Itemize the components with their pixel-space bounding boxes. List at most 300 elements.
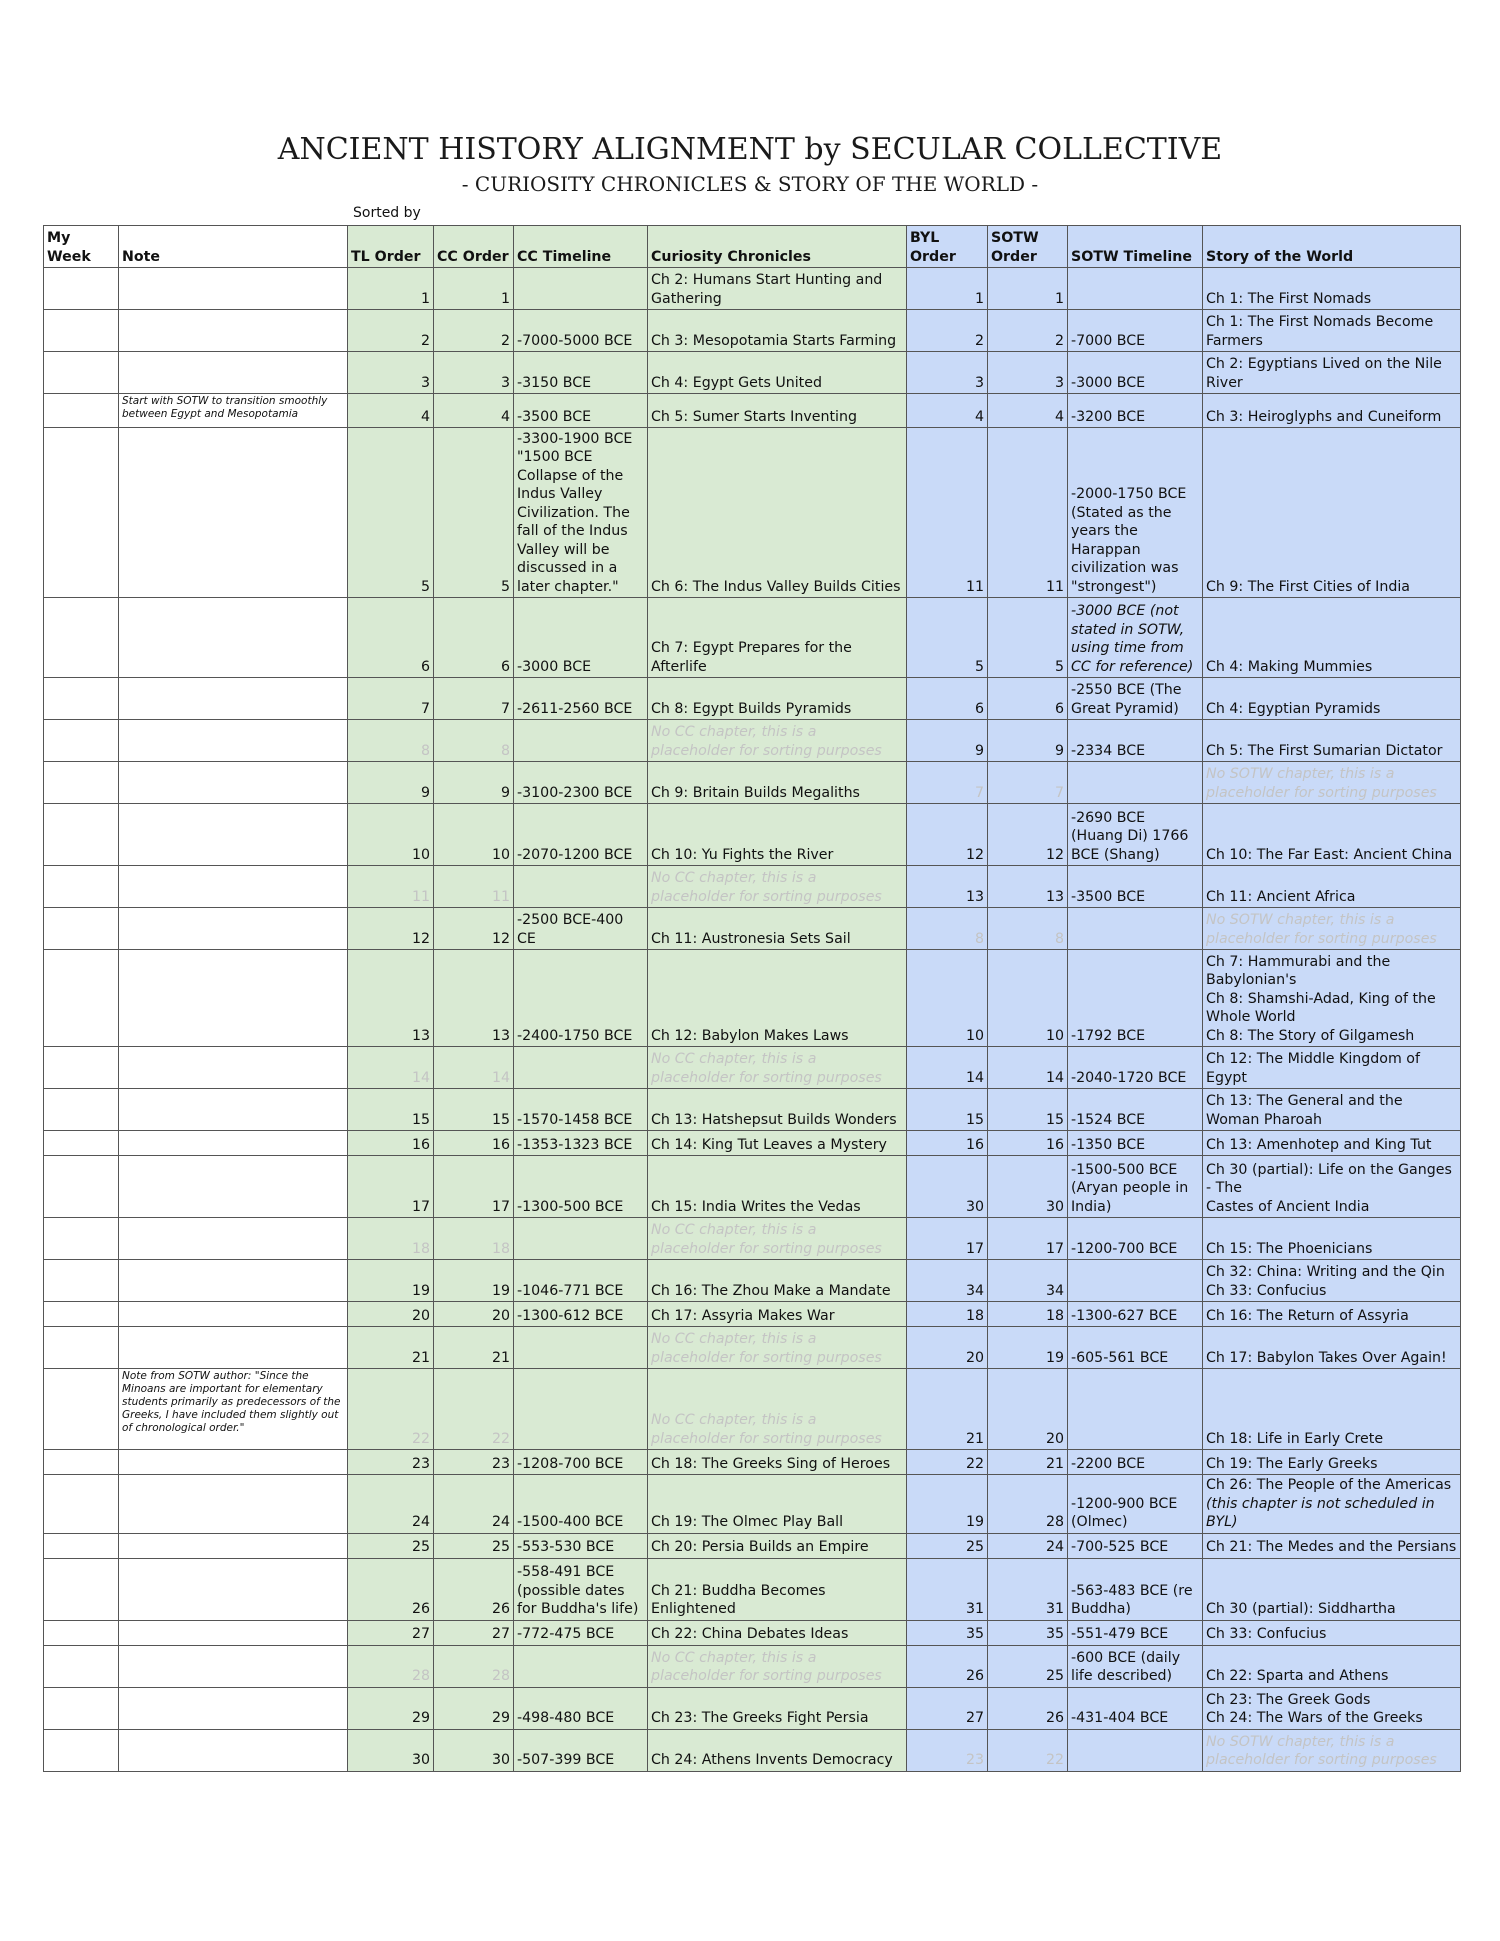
note-cell xyxy=(119,1218,348,1260)
sotw-chapter-cell xyxy=(1203,1089,1461,1131)
cc-timeline-cell xyxy=(514,1450,648,1475)
cc-timeline-cell xyxy=(514,1687,648,1729)
cc-order-cell-text: 25 xyxy=(491,1539,510,1555)
sotw-timeline-cell xyxy=(1068,866,1203,908)
cc-chapter-cell-text: No CC chapter, this is a placeholder for sorting purposes xyxy=(651,1051,882,1086)
cc-order-cell-text: 21 xyxy=(491,1349,510,1366)
week-cell xyxy=(44,950,119,1047)
sotw-timeline-cell-text: -605-561 BCE xyxy=(1071,1349,1169,1366)
alignment-table xyxy=(43,225,1461,1772)
tl-order-cell xyxy=(348,1218,434,1260)
note-cell xyxy=(119,950,348,1047)
cc-timeline-cell xyxy=(514,1533,648,1558)
cc-chapter-cell-text: Ch 13: Hatshepsut Builds Wonders xyxy=(651,1111,897,1128)
sotw-timeline-cell xyxy=(1068,1302,1203,1327)
sotw-order-cell xyxy=(988,428,1068,598)
sotw-chapter-cell xyxy=(1203,1156,1461,1218)
tl-order-cell-text: 9 xyxy=(420,784,430,801)
byl-order-cell-text: 11 xyxy=(965,578,984,595)
note-cell xyxy=(119,428,348,598)
byl-order-cell xyxy=(907,1369,988,1450)
sotw-order-cell xyxy=(988,1450,1068,1475)
sotw-timeline-cell xyxy=(1068,1533,1203,1558)
sotw-order-cell xyxy=(988,1729,1068,1771)
cc-order-cell-text: 4 xyxy=(500,408,510,425)
cc-timeline-cell xyxy=(514,1620,648,1645)
byl-order-cell-text: 26 xyxy=(965,1668,984,1684)
sotw-order-cell-text: 35 xyxy=(1045,1626,1064,1642)
sotw-chapter-cell xyxy=(1203,1450,1461,1475)
cc-order-cell-text: 23 xyxy=(491,1455,510,1472)
week-cell xyxy=(44,804,119,866)
sotw-chapter-cell-text: Ch 10: The Far East: Ancient China xyxy=(1206,846,1453,863)
cc-timeline-cell-text: -2070-1200 BCE xyxy=(517,846,633,863)
tl-order-cell-text: 14 xyxy=(411,1069,430,1086)
table-row xyxy=(44,950,1461,1047)
note-cell xyxy=(119,1533,348,1558)
byl-order-cell xyxy=(907,678,988,720)
cc-timeline-cell xyxy=(514,268,648,310)
cc-order-cell xyxy=(434,1369,514,1450)
tl-order-cell xyxy=(348,678,434,720)
tl-order-cell-text: 16 xyxy=(411,1136,430,1153)
sotw-timeline-cell-text: -2550 BCE (The Great Pyramid) xyxy=(1071,682,1182,717)
cc-chapter-cell xyxy=(648,394,907,428)
sotw-chapter-cell-text: Ch 15: The Phoenicians xyxy=(1206,1240,1373,1257)
note-cell xyxy=(119,762,348,804)
cc-order-cell xyxy=(434,1620,514,1645)
sotw-chapter-cell-text: Ch 19: The Early Greeks xyxy=(1206,1455,1378,1472)
cc-order-cell xyxy=(434,1302,514,1327)
sotw-timeline-cell xyxy=(1068,1450,1203,1475)
table-row xyxy=(44,762,1461,804)
sotw-order-cell-text: 25 xyxy=(1045,1668,1064,1684)
sotw-timeline-cell-text: -1500-500 BCE (Aryan people in India) xyxy=(1071,1161,1189,1215)
sotw-timeline-cell xyxy=(1068,394,1203,428)
byl-order-cell-text: 34 xyxy=(965,1282,984,1299)
cc-chapter-cell xyxy=(648,1369,907,1450)
byl-order-cell xyxy=(907,1558,988,1620)
cc-timeline-cell xyxy=(514,1729,648,1771)
cc-timeline-cell xyxy=(514,394,648,428)
page-title: ANCIENT HISTORY ALIGNMENT by SECULAR COLLECTIVE xyxy=(277,132,1223,167)
sotw-timeline-cell-text: -1300-627 BCE xyxy=(1071,1307,1178,1324)
tl-order-cell-text: 1 xyxy=(420,290,430,307)
byl-order-cell-text: 35 xyxy=(965,1626,984,1642)
sotw-timeline-cell xyxy=(1068,1369,1203,1450)
tl-order-cell xyxy=(348,1302,434,1327)
cc-order-cell xyxy=(434,804,514,866)
sotw-order-cell-text: 20 xyxy=(1045,1430,1064,1447)
cc-order-cell xyxy=(434,598,514,678)
byl-order-cell-text: 19 xyxy=(965,1514,984,1530)
byl-order-cell xyxy=(907,428,988,598)
sotw-chapter-cell-text: Ch 9: The First Cities of India xyxy=(1206,578,1410,595)
sotw-timeline-cell xyxy=(1068,950,1203,1047)
sotw-order-cell xyxy=(988,762,1068,804)
cc-order-cell-text: 28 xyxy=(491,1668,510,1684)
cc-order-cell xyxy=(434,720,514,762)
cc-chapter-cell xyxy=(648,1218,907,1260)
byl-order-cell xyxy=(907,804,988,866)
table-row xyxy=(44,1302,1461,1327)
week-cell xyxy=(44,1475,119,1534)
sotw-chapter-cell-text: Ch 5: The First Sumarian Dictator xyxy=(1206,742,1443,759)
note-cell xyxy=(119,1558,348,1620)
tl-order-cell xyxy=(348,1260,434,1302)
cc-chapter-cell xyxy=(648,1327,907,1369)
sotw-chapter-extra-note: (this chapter is not scheduled in BYL) xyxy=(1206,1495,1435,1530)
note-cell xyxy=(119,1729,348,1771)
cc-order-cell-text: 5 xyxy=(500,578,510,595)
sotw-chapter-cell-text: Ch 30 (partial): Siddhartha xyxy=(1206,1601,1396,1617)
sotw-chapter-cell xyxy=(1203,352,1461,394)
week-cell xyxy=(44,1558,119,1620)
cc-order-cell-text: 17 xyxy=(491,1198,510,1215)
table-row xyxy=(44,1450,1461,1475)
header-story-of-the-world: Story of the World xyxy=(1203,226,1461,268)
sotw-order-cell xyxy=(988,1369,1068,1450)
cc-timeline-cell xyxy=(514,1645,648,1687)
cc-order-cell-text: 15 xyxy=(491,1111,510,1128)
sotw-chapter-cell xyxy=(1203,1687,1461,1729)
sotw-timeline-cell-text: -600 BCE (daily life described) xyxy=(1071,1649,1181,1684)
sotw-order-cell xyxy=(988,310,1068,352)
sotw-timeline-cell-text: -7000 BCE xyxy=(1071,332,1146,349)
cc-order-cell xyxy=(434,1533,514,1558)
cc-order-cell-text: 16 xyxy=(491,1136,510,1153)
tl-order-cell xyxy=(348,1450,434,1475)
cc-chapter-cell xyxy=(648,1620,907,1645)
sotw-order-cell-text: 11 xyxy=(1045,578,1064,595)
byl-order-cell-text: 21 xyxy=(965,1430,984,1447)
sotw-timeline-cell-text: -700-525 BCE xyxy=(1071,1539,1169,1555)
sotw-timeline-cell xyxy=(1068,1645,1203,1687)
note-cell xyxy=(119,1260,348,1302)
sotw-order-cell xyxy=(988,1218,1068,1260)
sotw-timeline-cell xyxy=(1068,720,1203,762)
sotw-order-cell xyxy=(988,1533,1068,1558)
cc-order-cell-text: 11 xyxy=(491,888,510,905)
cc-timeline-cell-text: -772-475 BCE xyxy=(517,1626,615,1642)
sotw-timeline-cell xyxy=(1068,352,1203,394)
cc-chapter-cell-text: Ch 17: Assyria Makes War xyxy=(651,1307,835,1324)
cc-chapter-cell-text: No CC chapter, this is a placeholder for sorting purposes xyxy=(651,1412,882,1447)
sotw-timeline-cell xyxy=(1068,1218,1203,1260)
cc-order-cell-text: 9 xyxy=(500,784,510,801)
tl-order-cell xyxy=(348,1131,434,1156)
tl-order-cell-text: 10 xyxy=(411,846,430,863)
header-byl-order: BYL Order xyxy=(907,226,988,268)
cc-order-cell-text: 1 xyxy=(500,290,510,307)
sotw-timeline-cell-text: -3000 BCE (not stated in SOTW, using time from CC for reference) xyxy=(1071,603,1194,675)
cc-timeline-cell xyxy=(514,1156,648,1218)
cc-order-cell-text: 7 xyxy=(500,700,510,717)
table-row xyxy=(44,394,1461,428)
sotw-chapter-cell xyxy=(1203,1558,1461,1620)
byl-order-cell-text: 8 xyxy=(974,930,984,947)
sotw-timeline-cell-text: -1200-900 BCE (Olmec) xyxy=(1071,1495,1178,1530)
cc-chapter-cell xyxy=(648,1533,907,1558)
byl-order-cell-text: 1 xyxy=(974,290,984,307)
note-cell xyxy=(119,1645,348,1687)
cc-timeline-cell-text: -553-530 BCE xyxy=(517,1539,615,1555)
cc-chapter-cell xyxy=(648,1047,907,1089)
note-cell xyxy=(119,804,348,866)
sotw-chapter-cell-text: Ch 1: The First Nomads xyxy=(1206,290,1372,307)
cc-chapter-cell-text: No CC chapter, this is a placeholder for sorting purposes xyxy=(651,1331,882,1366)
sotw-order-cell xyxy=(988,268,1068,310)
note-cell xyxy=(119,1450,348,1475)
cc-order-cell xyxy=(434,950,514,1047)
sotw-chapter-cell xyxy=(1203,720,1461,762)
tl-order-cell xyxy=(348,1645,434,1687)
sotw-chapter-cell xyxy=(1203,428,1461,598)
week-cell xyxy=(44,1047,119,1089)
sotw-timeline-cell-text: -551-479 BCE xyxy=(1071,1626,1169,1642)
sotw-order-cell xyxy=(988,1260,1068,1302)
byl-order-cell xyxy=(907,1047,988,1089)
tl-order-cell-text: 28 xyxy=(411,1668,430,1684)
tl-order-cell xyxy=(348,352,434,394)
sotw-chapter-cell-text: Ch 32: China: Writing and the Qin Ch 33: Confucius xyxy=(1206,1264,1445,1299)
cc-timeline-cell xyxy=(514,1218,648,1260)
sotw-chapter-cell-text: Ch 18: Life in Early Crete xyxy=(1206,1430,1384,1447)
sotw-chapter-cell xyxy=(1203,1047,1461,1089)
cc-order-cell xyxy=(434,1475,514,1534)
byl-order-cell-text: 5 xyxy=(974,658,984,675)
byl-order-cell xyxy=(907,1687,988,1729)
sotw-order-cell xyxy=(988,1558,1068,1620)
tl-order-cell xyxy=(348,950,434,1047)
cc-order-cell xyxy=(434,908,514,950)
sotw-chapter-cell xyxy=(1203,1533,1461,1558)
week-cell xyxy=(44,310,119,352)
sotw-order-cell xyxy=(988,720,1068,762)
tl-order-cell xyxy=(348,1558,434,1620)
cc-chapter-cell xyxy=(648,950,907,1047)
header-tl-order: TL Order xyxy=(348,226,434,268)
byl-order-cell xyxy=(907,394,988,428)
sotw-chapter-cell xyxy=(1203,1327,1461,1369)
sotw-timeline-cell-text: -1200-700 BCE xyxy=(1071,1240,1178,1257)
cc-timeline-cell-text: -498-480 BCE xyxy=(517,1710,615,1726)
sotw-timeline-cell xyxy=(1068,1558,1203,1620)
cc-chapter-cell-text: Ch 10: Yu Fights the River xyxy=(651,846,834,863)
tl-order-cell xyxy=(348,310,434,352)
note-cell xyxy=(119,268,348,310)
sotw-order-cell xyxy=(988,1089,1068,1131)
cc-order-cell-text: 2 xyxy=(500,332,510,349)
sotw-timeline-cell xyxy=(1068,310,1203,352)
sotw-order-cell xyxy=(988,598,1068,678)
table-row xyxy=(44,268,1461,310)
sotw-order-cell-text: 17 xyxy=(1045,1240,1064,1257)
week-cell xyxy=(44,1131,119,1156)
cc-timeline-cell-text: -558-491 BCE (possible dates for Buddha's life) xyxy=(517,1564,639,1617)
byl-order-cell xyxy=(907,1260,988,1302)
sotw-order-cell xyxy=(988,394,1068,428)
week-cell xyxy=(44,352,119,394)
sotw-order-cell xyxy=(988,678,1068,720)
sotw-order-cell-text: 4 xyxy=(1054,408,1064,425)
byl-order-cell xyxy=(907,1089,988,1131)
cc-order-cell-text: 29 xyxy=(491,1710,510,1726)
sotw-chapter-cell-text: No SOTW chapter, this is a placeholder for sorting purposes xyxy=(1206,912,1437,947)
sotw-chapter-cell-text: Ch 2: Egyptians Lived on the Nile River xyxy=(1206,356,1442,391)
sotw-chapter-cell-text: Ch 13: Amenhotep and King Tut xyxy=(1206,1136,1432,1153)
byl-order-cell xyxy=(907,866,988,908)
cc-chapter-cell-text: Ch 7: Egypt Prepares for the Afterlife xyxy=(651,640,852,675)
week-cell xyxy=(44,1645,119,1687)
sotw-chapter-cell-text: Ch 7: Hammurabi and the Babylonian's Ch 8: Shamshi-Adad, King of the Whole World Ch 8: The Story of Gilgamesh xyxy=(1206,953,1436,1044)
cc-timeline-cell xyxy=(514,1302,648,1327)
tl-order-cell-text: 25 xyxy=(411,1539,430,1555)
cc-order-cell xyxy=(434,866,514,908)
sotw-order-cell-text: 24 xyxy=(1045,1539,1064,1555)
table-row xyxy=(44,720,1461,762)
sotw-chapter-cell xyxy=(1203,598,1461,678)
cc-timeline-cell-text: -7000-5000 BCE xyxy=(517,332,633,349)
cc-order-cell xyxy=(434,428,514,598)
week-cell xyxy=(44,598,119,678)
note-cell xyxy=(119,1089,348,1131)
cc-order-cell xyxy=(434,352,514,394)
tl-order-cell xyxy=(348,428,434,598)
tl-order-cell xyxy=(348,866,434,908)
sotw-order-cell-text: 9 xyxy=(1054,742,1064,759)
sotw-chapter-cell xyxy=(1203,1302,1461,1327)
cc-chapter-cell-text: Ch 16: The Zhou Make a Mandate xyxy=(651,1282,891,1299)
sotw-chapter-cell-text: Ch 4: Making Mummies xyxy=(1206,658,1373,675)
cc-timeline-cell-text: -3150 BCE xyxy=(517,374,592,391)
sotw-timeline-cell-text: -2200 BCE xyxy=(1071,1455,1146,1472)
week-cell xyxy=(44,1729,119,1771)
week-cell xyxy=(44,678,119,720)
cc-timeline-cell xyxy=(514,1089,648,1131)
cc-chapter-cell xyxy=(648,762,907,804)
byl-order-cell xyxy=(907,720,988,762)
cc-chapter-cell-text: Ch 5: Sumer Starts Inventing xyxy=(651,408,857,425)
table-row xyxy=(44,1218,1461,1260)
note-cell xyxy=(119,1131,348,1156)
tl-order-cell-text: 15 xyxy=(411,1111,430,1128)
sotw-order-cell-text: 30 xyxy=(1045,1198,1064,1215)
note-cell xyxy=(119,1475,348,1534)
week-cell xyxy=(44,1089,119,1131)
sotw-chapter-cell xyxy=(1203,268,1461,310)
tl-order-cell-text: 30 xyxy=(411,1752,430,1768)
sotw-chapter-cell xyxy=(1203,866,1461,908)
cc-chapter-cell-text: No CC chapter, this is a placeholder for sorting purposes xyxy=(651,1222,882,1257)
table-row xyxy=(44,1131,1461,1156)
cc-chapter-cell-text: Ch 23: The Greeks Fight Persia xyxy=(651,1710,869,1726)
sotw-order-cell-text: 8 xyxy=(1054,930,1064,947)
table-row xyxy=(44,352,1461,394)
sotw-chapter-cell-text: No SOTW chapter, this is a placeholder for sorting purposes xyxy=(1206,1733,1437,1768)
tl-order-cell xyxy=(348,1533,434,1558)
sotw-order-cell-text: 6 xyxy=(1054,700,1064,717)
tl-order-cell-text: 21 xyxy=(411,1349,430,1366)
tl-order-cell-text: 29 xyxy=(411,1710,430,1726)
sotw-order-cell xyxy=(988,1475,1068,1534)
sotw-order-cell-text: 13 xyxy=(1045,888,1064,905)
table-row xyxy=(44,1369,1461,1450)
cc-chapter-cell-text: Ch 19: The Olmec Play Ball xyxy=(651,1514,844,1530)
week-cell xyxy=(44,1302,119,1327)
tl-order-cell xyxy=(348,598,434,678)
week-cell xyxy=(44,866,119,908)
sotw-chapter-cell-text: Ch 30 (partial): Life on the Ganges - The Castes of Ancient India xyxy=(1206,1161,1452,1215)
cc-order-cell xyxy=(434,394,514,428)
cc-timeline-cell-text: -1353-1323 BCE xyxy=(517,1136,633,1153)
sotw-order-cell xyxy=(988,1047,1068,1089)
table-row xyxy=(44,1047,1461,1089)
byl-order-cell-text: 14 xyxy=(965,1069,984,1086)
cc-chapter-cell xyxy=(648,1156,907,1218)
cc-order-cell-text: 14 xyxy=(491,1069,510,1086)
sotw-timeline-cell-text: -563-483 BCE (re Buddha) xyxy=(1071,1582,1193,1617)
sotw-order-cell-text: 3 xyxy=(1054,374,1064,391)
tl-order-cell-text: 19 xyxy=(411,1282,430,1299)
sotw-timeline-cell xyxy=(1068,804,1203,866)
sotw-timeline-cell-text: -2334 BCE xyxy=(1071,742,1146,759)
byl-order-cell xyxy=(907,1302,988,1327)
sotw-order-cell-text: 15 xyxy=(1045,1111,1064,1128)
table-row xyxy=(44,1533,1461,1558)
table-row xyxy=(44,310,1461,352)
tl-order-cell-text: 26 xyxy=(411,1601,430,1617)
sotw-chapter-cell-text: Ch 22: Sparta and Athens xyxy=(1206,1668,1389,1684)
week-cell xyxy=(44,1687,119,1729)
cc-timeline-cell xyxy=(514,598,648,678)
table-row xyxy=(44,804,1461,866)
sotw-timeline-cell xyxy=(1068,1620,1203,1645)
cc-timeline-cell xyxy=(514,428,648,598)
cc-chapter-cell-text: Ch 2: Humans Start Hunting and Gathering xyxy=(651,272,883,307)
byl-order-cell xyxy=(907,1218,988,1260)
tl-order-cell-text: 5 xyxy=(420,578,430,595)
tl-order-cell xyxy=(348,804,434,866)
header-note: Note xyxy=(119,226,348,268)
byl-order-cell xyxy=(907,352,988,394)
sotw-chapter-cell xyxy=(1203,804,1461,866)
cc-order-cell xyxy=(434,678,514,720)
sotw-order-cell xyxy=(988,1645,1068,1687)
tl-order-cell xyxy=(348,1475,434,1534)
sotw-timeline-cell xyxy=(1068,1156,1203,1218)
cc-chapter-cell xyxy=(648,352,907,394)
cc-chapter-cell-text: No CC chapter, this is a placeholder for sorting purposes xyxy=(651,870,882,905)
cc-order-cell xyxy=(434,762,514,804)
sotw-chapter-cell xyxy=(1203,1218,1461,1260)
sotw-order-cell xyxy=(988,352,1068,394)
note-cell xyxy=(119,678,348,720)
byl-order-cell-text: 22 xyxy=(965,1455,984,1472)
cc-chapter-cell-text: Ch 15: India Writes the Vedas xyxy=(651,1198,861,1215)
cc-timeline-cell xyxy=(514,678,648,720)
byl-order-cell-text: 10 xyxy=(965,1027,984,1044)
table-header-row xyxy=(44,226,1461,268)
sotw-chapter-cell-text: Ch 26: The People of the Americas xyxy=(1206,1477,1452,1493)
table-row xyxy=(44,908,1461,950)
sotw-timeline-cell-text: -1524 BCE xyxy=(1071,1111,1146,1128)
cc-timeline-cell xyxy=(514,1260,648,1302)
cc-chapter-cell-text: Ch 8: Egypt Builds Pyramids xyxy=(651,700,852,717)
cc-order-cell-text: 18 xyxy=(491,1240,510,1257)
sotw-chapter-cell-text: Ch 21: The Medes and the Persians xyxy=(1206,1539,1457,1555)
tl-order-cell xyxy=(348,720,434,762)
